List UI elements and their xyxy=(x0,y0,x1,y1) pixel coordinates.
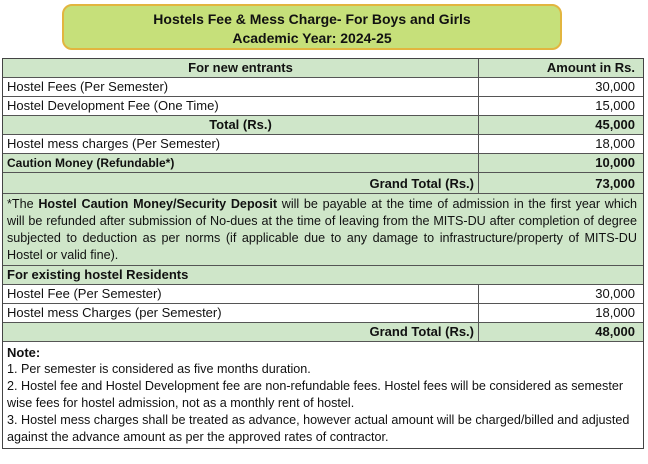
caution-row xyxy=(3,154,643,173)
caution-amount: 10,000 xyxy=(595,155,635,170)
new-entrants-header-row xyxy=(3,59,643,78)
new-entrants-header: For new entrants xyxy=(3,59,479,77)
row-amount: 30,000 xyxy=(595,79,635,94)
total-row xyxy=(3,116,643,135)
row-label: Hostel mess charges (Per Semester) xyxy=(3,135,479,153)
title-line-2: Academic Year: 2024-25 xyxy=(232,30,392,46)
notes-section xyxy=(3,342,643,448)
title-line-1: Hostels Fee & Mess Charge- For Boys and Girls xyxy=(153,11,471,27)
row-label: Hostel Fees (Per Semester) xyxy=(3,78,479,96)
amount-header: Amount in Rs. xyxy=(546,60,635,75)
row-label: Hostel Development Fee (One Time) xyxy=(3,97,479,115)
row-amount: 30,000 xyxy=(595,286,635,301)
caution-note-rest: will be payable at the time of admission in the first year which will be refunded after submission of No-dues at the time of leaving from the MITS-DU after completion of degree subjected to deduction as per norms (if applicable due to any damage to infrastructure/property of MITS-DU Hostel or valid fine). xyxy=(7,197,637,262)
grand-total-label: Grand Total (Rs.) xyxy=(3,173,479,193)
existing-grand-total-amount: 48,000 xyxy=(595,324,635,339)
total-label: Total (Rs.) xyxy=(3,116,479,134)
table-row xyxy=(3,97,643,116)
caution-note-prefix: *The xyxy=(7,197,39,211)
caution-note-bold: Hostel Caution Money/Security Deposit xyxy=(38,197,278,211)
row-amount: 18,000 xyxy=(595,136,635,151)
note-item: 2. Hostel fee and Hostel Development fee are non-refundable fees. Hostel fees will be considered as semester wise fees for hostel admission, not as a monthly rent of hostel. xyxy=(7,379,624,410)
row-amount: 18,000 xyxy=(595,305,635,320)
note-item: 1. Per semester is considered as five months duration. xyxy=(7,362,311,376)
grand-total-row xyxy=(3,173,643,194)
row-label: Hostel mess Charges (per Semester) xyxy=(3,304,479,322)
table-row xyxy=(3,135,643,154)
note-item: 3. Hostel mess charges shall be treated as advance, however actual amount will be charged/billed and adjusted against the advance amount as per the approved rates of contractor. xyxy=(7,413,630,444)
total-amount: 45,000 xyxy=(595,117,635,132)
caution-label: Caution Money (Refundable*) xyxy=(3,154,479,172)
title-box xyxy=(62,4,562,50)
existing-header: For existing hostel Residents xyxy=(3,266,643,285)
caution-note xyxy=(3,194,643,266)
grand-total-amount: 73,000 xyxy=(595,176,635,191)
fee-table xyxy=(2,58,644,449)
existing-grand-total-row xyxy=(3,323,643,342)
table-row xyxy=(3,78,643,97)
row-amount: 15,000 xyxy=(595,98,635,113)
table-row xyxy=(3,285,643,304)
notes-heading: Note: xyxy=(7,345,41,360)
row-label: Hostel Fee (Per Semester) xyxy=(3,285,479,303)
existing-grand-total-label: Grand Total (Rs.) xyxy=(3,323,479,341)
table-row xyxy=(3,304,643,323)
